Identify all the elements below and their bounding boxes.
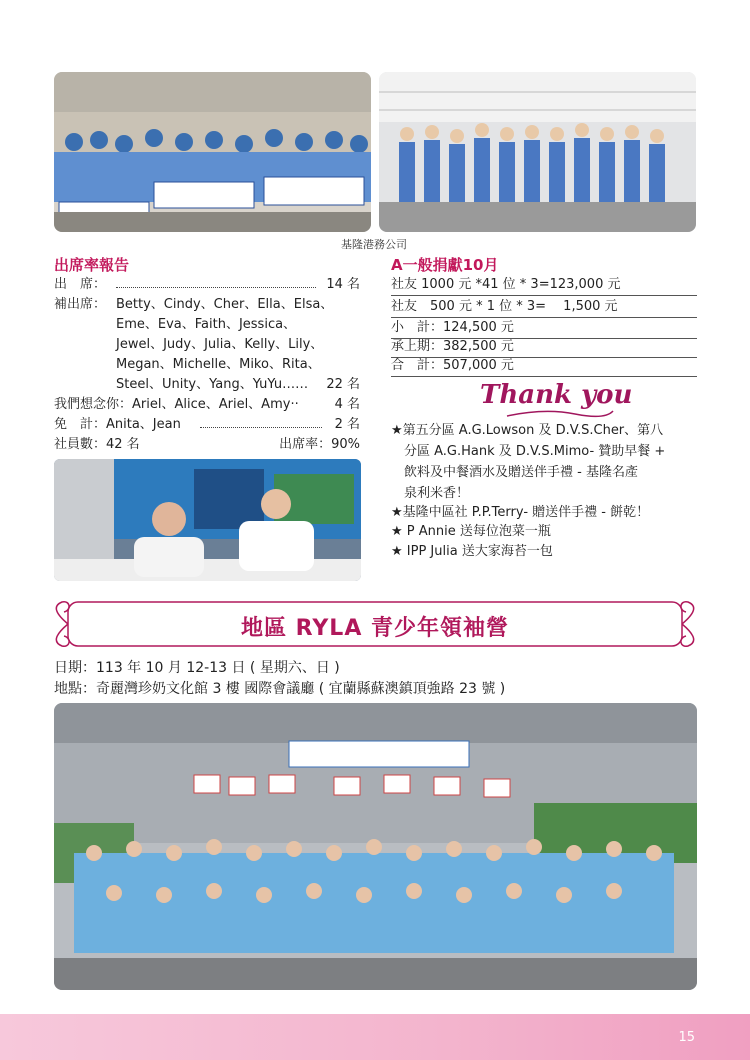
photo-interview xyxy=(54,459,361,581)
bullet-3: ★ P Annie 送每位泡菜一瓶 xyxy=(391,524,551,539)
bullet-4: ★ IPP Julia 送大家海苔一包 xyxy=(391,544,553,559)
photo-caption: 基隆港務公司 xyxy=(341,238,407,251)
miss-you-row: 我們想念你：Ariel、Alice、Ariel、Amy·· 4 名 xyxy=(54,395,360,415)
thank-you-script: Thank you xyxy=(480,380,633,410)
members-row xyxy=(54,435,360,455)
attendance-rate: 出席率：90% xyxy=(279,437,360,452)
makeup-line-2: Eme、Eva、Faith、Jessica、 xyxy=(116,317,297,332)
members-text: 社員數：42 名 xyxy=(54,437,140,452)
makeup-line-1: Betty、Cindy、Cher、Ella、Elsa、 xyxy=(116,297,334,312)
bullet-1-cont-1: 分區 A.G.Hank 及 D.V.S.Mimo- 贊助早餐 + xyxy=(404,444,666,459)
page-footer xyxy=(0,1014,750,1060)
page-number: 15 xyxy=(678,1030,695,1045)
attendance-present xyxy=(54,275,360,295)
attendance-title: 出席率報告 xyxy=(54,256,130,274)
donation-row-1: 社友 1000 元 *41 位 * 3=123,000 元 xyxy=(391,275,697,296)
ryla-date: 日期：113 年 10 月 12-13 日 ( 星期六、日 ) xyxy=(54,660,340,676)
donation-row-3: 小 計：124,500 元 xyxy=(391,318,697,339)
bullet-1-cont-3: 泉利米香！ xyxy=(404,486,470,501)
ryla-place: 地點：奇麗灣珍奶文化館 3 樓 國際會議廳 ( 宜蘭縣蘇澳鎮頂強路 23 號 ) xyxy=(54,681,506,697)
present-label: 出 席： xyxy=(54,277,107,292)
dotted-leader xyxy=(116,287,316,288)
ryla-title: 地區 RYLA 青少年領袖營 xyxy=(240,616,510,641)
thank-you-swash xyxy=(505,408,615,420)
excused-text: 免 計：Anita、Jean xyxy=(54,417,181,432)
donation-row-5: 合 計：507,000 元 xyxy=(391,356,697,377)
dotted-leader-2 xyxy=(200,427,322,428)
photo-hall-group xyxy=(379,72,696,232)
excused-value: 2 名 xyxy=(334,417,360,432)
makeup-value: 22 名 xyxy=(326,377,360,392)
photo-port-group xyxy=(54,72,371,232)
bullet-1-cont-2: 飲料及中餐酒水及贈送伴手禮 - 基隆名產 xyxy=(404,465,638,480)
makeup-last-names: Steel、Unity、Yang、YuYu xyxy=(116,377,283,392)
photo-ryla-group xyxy=(54,703,697,990)
excused-row xyxy=(54,415,360,435)
makeup-line-last: Steel、Unity、Yang、YuYu…… 22 名 xyxy=(116,375,360,395)
donation-row-2: 社友 500 元 * 1 位 * 3= 1,500 元 xyxy=(391,297,697,318)
makeup-label: 補出席： xyxy=(54,297,107,312)
makeup-line-3: Jewel、Judy、Julia、Kelly、Lily、 xyxy=(116,337,324,352)
bullet-1: ★第五分區 A.G.Lowson 及 D.V.S.Cher、第八 xyxy=(391,423,664,438)
donation-row-4: 承上期：382,500 元 xyxy=(391,337,697,358)
present-value: 14 名 xyxy=(326,277,360,292)
makeup-line-4: Megan、Michelle、Miko、Rita、 xyxy=(116,357,321,372)
bullet-2: ★基隆中區社 P.P.Terry- 贈送伴手禮 - 餅乾！ xyxy=(391,505,650,520)
donation-title: A一般捐獻10月 xyxy=(391,256,499,274)
miss-you-text: 我們想念你：Ariel、Alice、Ariel、Amy xyxy=(54,397,291,412)
miss-you-value: 4 名 xyxy=(334,397,360,412)
